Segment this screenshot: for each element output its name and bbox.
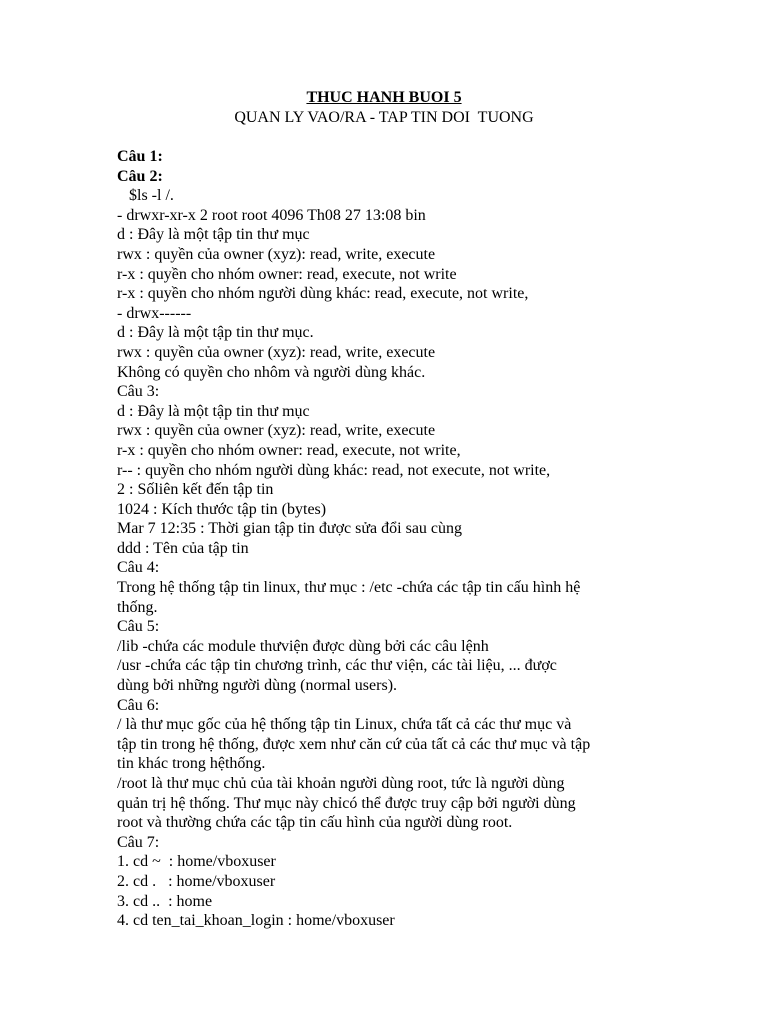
text-line: rwx : quyền của owner (xyz): read, write, execute (117, 245, 436, 263)
text-line: Không có quyền cho nhôm và người dùng khác. (117, 363, 426, 381)
text-line: dùng bởi những người dùng (normal users). (117, 677, 398, 695)
text-line: d : Đây là một tập tin thư mục (117, 402, 310, 420)
document-title: THUC HANH BUOI 5 (306, 89, 462, 106)
text-line: quản trị hệ thống. Thư mục này chỉcó thể được truy cập bởi người dùng (117, 794, 576, 812)
text-line: /lib -chứa các module thưviện được dùng bởi các câu lệnh (117, 637, 489, 655)
text-line: 2. cd . : home/vboxuser (117, 872, 276, 890)
text-line: $ls -l /. (117, 187, 174, 205)
text-line: Câu 5: (117, 618, 160, 636)
text-line: Câu 7: (117, 833, 160, 851)
text-line: rwx : quyền của owner (xyz): read, write, execute (117, 422, 436, 440)
text-line: r-- : quyền cho nhóm người dùng khác: read, not execute, not write, (117, 461, 551, 479)
text-line: 1024 : Kích thước tập tin (bytes) (117, 500, 327, 518)
text-line: r-x : quyền cho nhóm người dùng khác: read, execute, not write, (117, 285, 529, 303)
text-line: 1. cd ~ : home/vboxuser (117, 853, 276, 871)
text-line: d : Đây là một tập tin thư mục. (117, 324, 314, 342)
text-line: thống. (117, 598, 158, 616)
text-line: Trong hệ thống tập tin linux, thư mục : /etc -chứa các tập tin cấu hình hệ (117, 579, 581, 597)
text-line: r-x : quyền cho nhóm owner: read, execute, not write (117, 265, 457, 283)
text-line: r-x : quyền cho nhóm owner: read, execute, not write, (117, 441, 461, 459)
text-line: Câu 3: (117, 383, 160, 401)
text-line: /usr -chứa các tập tin chương trình, các thư viện, các tài liệu, ... được (117, 657, 557, 675)
document-body (117, 147, 657, 931)
text-line: root và thường chứa các tập tin cấu hình của người dùng root. (117, 814, 513, 832)
text-line: tin khác trong hệthống. (117, 755, 266, 773)
text-line: d : Đây là một tập tin thư mục (117, 226, 310, 244)
text-line: /root là thư mục chủ của tài khoản người dùng root, tức là người dùng (117, 775, 565, 792)
text-line: / là thư mục gốc của hệ thống tập tin Linux, chứa tất cả các thư mục và (117, 716, 572, 734)
text-line: - drwx------ (117, 304, 192, 322)
text-line: 3. cd .. : home (117, 892, 213, 910)
text-line: rwx : quyền của owner (xyz): read, write, execute (117, 343, 436, 361)
document-subtitle: QUAN LY VAO/RA - TAP TIN DOI TUONG (234, 109, 534, 126)
text-line: ddd : Tên của tập tin (117, 539, 249, 557)
text-line: 2 : Sốliên kết đến tập tin (117, 481, 274, 499)
text-line: tập tin trong hệ thống, được xem như căn cứ của tất cả các thư mục và tập (117, 735, 591, 753)
text-line: Câu 2: (117, 167, 163, 185)
text-line: 4. cd ten_tai_khoan_login : home/vboxuser (117, 912, 395, 930)
text-line: - drwxr-xr-x 2 root root 4096 Th08 27 13:08 bin (117, 206, 426, 224)
text-line: Câu 4: (117, 559, 160, 577)
text-line: Câu 1: (117, 148, 163, 165)
text-line: Mar 7 12:35 : Thời gian tập tin được sửa đổi sau cùng (117, 520, 463, 538)
text-line: Câu 6: (117, 696, 160, 714)
